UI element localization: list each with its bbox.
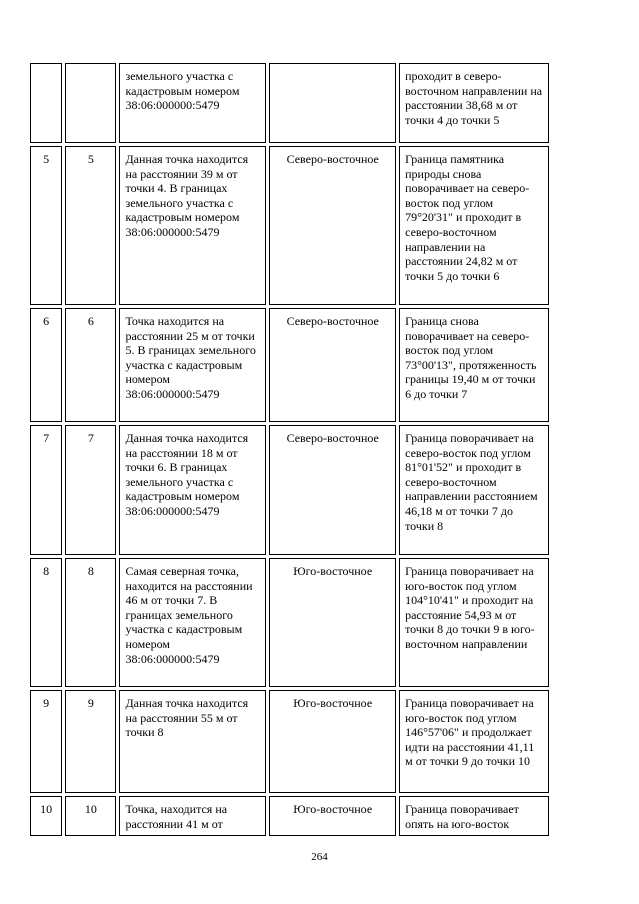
point-id-cell: 5 <box>65 146 116 305</box>
table-row <box>30 558 549 687</box>
point-id-cell: 10 <box>65 796 116 836</box>
page-number: 264 <box>311 851 328 863</box>
table-row <box>30 690 549 793</box>
boundary-description-cell: Граница памятника природы снова поворачивает на северо-восток под углом 79°20'31" и проходит в северо-восточном направлении на расстоянии 24,82 м от точки 5 до точки 6 <box>399 146 549 305</box>
boundary-description-cell: проходит в северо-восточном направлении на расстоянии 38,68 м от точки 4 до точки 5 <box>399 63 549 143</box>
direction-cell: Северо-восточное <box>269 308 396 422</box>
point-id-cell <box>65 63 116 143</box>
table-row <box>30 146 549 305</box>
point-number-cell: 8 <box>30 558 62 687</box>
direction-cell: Северо-восточное <box>269 146 396 305</box>
point-description-cell: Данная точка находится на расстоянии 18 м от точки 6. В границах земельного участка с кадастровым номером 38:06:000000:5479 <box>119 425 266 555</box>
point-number-cell: 5 <box>30 146 62 305</box>
boundary-description-cell: Граница поворачивает на северо-восток под углом 81°01'52" и проходит в северо-восточном направлении расстоянием 46,18 м от точки 7 до точки 8 <box>399 425 549 555</box>
direction-cell: Северо-восточное <box>269 425 396 555</box>
point-description-cell: Самая северная точка, находится на расстоянии 46 м от точки 7. В границах земельного участка с кадастровым номером 38:06:000000:5479 <box>119 558 266 687</box>
direction-cell <box>269 63 396 143</box>
direction-cell: Юго-восточное <box>269 558 396 687</box>
boundary-points-table <box>27 60 552 839</box>
direction-cell: Юго-восточное <box>269 796 396 836</box>
boundary-description-cell: Граница поворачивает на юго-восток под углом 146°57'06" и продолжает идти на расстоянии 41,11 м от точки 9 до точки 10 <box>399 690 549 793</box>
point-description-cell: Данная точка находится на расстоянии 55 м от точки 8 <box>119 690 266 793</box>
point-number-cell: 6 <box>30 308 62 422</box>
point-description-cell: земельного участка с кадастровым номером 38:06:000000:5479 <box>119 63 266 143</box>
direction-cell: Юго-восточное <box>269 690 396 793</box>
table-row <box>30 425 549 555</box>
point-description-cell: Точка находится на расстоянии 25 м от точки 5. В границах земельного участка с кадастровым номером 38:06:000000:5479 <box>119 308 266 422</box>
point-number-cell: 7 <box>30 425 62 555</box>
point-number-cell <box>30 63 62 143</box>
point-number-cell: 10 <box>30 796 62 836</box>
boundary-description-cell: Граница поворачивает опять на юго-восток <box>399 796 549 836</box>
point-number-cell: 9 <box>30 690 62 793</box>
table-row <box>30 796 549 836</box>
point-id-cell: 9 <box>65 690 116 793</box>
boundary-description-cell: Граница снова поворачивает на северо-восток под углом 73°00'13", протяженность границы 19,40 м от точки 6 до точки 7 <box>399 308 549 422</box>
point-id-cell: 8 <box>65 558 116 687</box>
point-id-cell: 6 <box>65 308 116 422</box>
table-row <box>30 308 549 422</box>
point-description-cell: Данная точка находится на расстоянии 39 м от точки 4. В границах земельного участка с кадастровым номером 38:06:000000:5479 <box>119 146 266 305</box>
point-description-cell: Точка, находится на расстоянии 41 м от <box>119 796 266 836</box>
boundary-description-cell: Граница поворачивает на юго-восток под углом 104°10'41" и проходит на расстояние 54,93 м от точки 8 до точки 9 в юго-восточном направлении <box>399 558 549 687</box>
point-id-cell: 7 <box>65 425 116 555</box>
table-row <box>30 63 549 143</box>
